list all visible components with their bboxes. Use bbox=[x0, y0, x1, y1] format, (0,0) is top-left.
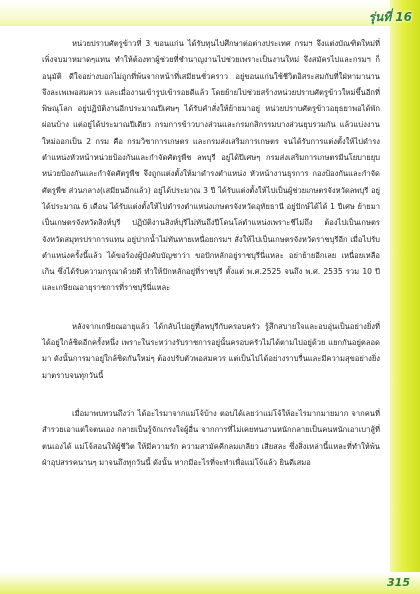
page-number: 315 bbox=[387, 576, 410, 589]
edition-label: รุ่นที่ 16 bbox=[368, 10, 412, 24]
document-body bbox=[42, 36, 380, 471]
top-decor-band bbox=[0, 0, 420, 26]
right-decor-band bbox=[390, 0, 420, 594]
paragraph-career: หน่วยปราบศัตรูข้าวที่ 3 ขอนแก่น ได้รับทุนไปศึกษาต่อต่างประเทศ กรมฯ จึงแต่งบัณฑิตใหม่ที่เพิ่งจบมาหมาดๆแทน ทำให้ต้องทาผู้ช่วยที่ชำนาญงานไปช่วยเพราะเป็นงานใหม่ จึงสมัครไปและกรมฯ ก็อนุมัติ ดีใจอย่างบอกไม่ถูกที่พ้นจากหน้าที่เสมียนชั่วคราว อยู่ขอนแก่นใช้ชีวิตอิสระสมกับที่ใฝ่หามานาน จึงละเพเพอสมควร และเมื่องานเข้ารูปเข้ารอยดีแล้ว โดยย้ายไปช่วยสร้างหน่วยปราบศัตรูข้าวใหม่ขึ้นอีกที่พิษณุโลก อยู่ปฏิบัติงานอีกประมาณปีเศษๆ ได้รับคำสั่งให้ย้ายมาอยู่ หน่วยปราบศัตรูข้าวอยุธยาพอได้พักผ่อนบ้าง แต่อยู่ได้ประมาณปีเดียว กรมการข้าวบางส่วนและกรมกสิกรรมบางส่วนยุบรวมกัน แล้วแบ่งงานใหม่ออกเป็น 2 กรม คือ กรมวิชาการเกษตร และกรมส่งเสริมการเกษตร จนได้รับการแต่งตั้งให้ไปดำรงตำแหน่งหัวหน้าหน่วยป้องกันและกำจัดศัตรูพืช ลพบุรี อยู่ได้ปีเศษๆ กรมส่งเสริมการเกษตรมีนโยบายยุบหน่วยป้องกันและกำจัดศัตรูพืช จึงถูกแต่งตั้งให้มาดำรงตำแหน่ง หัวหน้างานธุรการ กองป้องกันและกำจัดศัตรูพืช ส่วนกลาง(เสมียนอีกแล้ว) อยู่ได้ประมาณ 3 ปี ได้รับแต่งตั้งให้ไปเป็นผู้ช่วยเกษตรจังหวัดลพบุรี อยู่ได้ประมาณ 6 เดือน ได้รับแต่งตั้งให้ไปดำรงตำแหน่งเกษตรจังหวัดอุทัยธานี อยู่ปักษ์ได้ได้ 1 ปีเศษ ย้ายมาเป็นเกษตรจังหวัดสิงห์บุรี ปฏิบัติงานสิงห์บุรีไม่ทันถึงปีโดนโล่ตำแหน่งเพราะชีไม่ถึง ต้องไปเป็นเกษตรจังหวัดสมุทรปราการแทน อยู่ปากน้ำไม่ทันหายเหนื่อยกรมฯ สั่งให้ไปเป็นเกษตรจังหวัดราชบุรีอีก เมื่อไปรับตำแหน่งครั้งนี้แล้ว ได้ขอร้องผู้บังคับบัญชาว่า ขอปักหลักอยู่ราชบุรีนี่แหละ อย่าย้ายอีกเลย เหนื่อยเหลือเกิน ซึ่งได้รับความกรุณาด้วยดี ทำให้ปักหลักอยู่ที่ราชบุรี ตั้งแต่ พ.ศ.2525 จนถึง พ.ศ. 2535 รวม 10 ปี และเกษียณอายุราชการที่ราชบุรีนี่แหละ bbox=[42, 39, 380, 293]
paragraph-retirement: หลังจากเกษียณอายุแล้ว ได้กลับไปอยู่ที่ลพบุรีกับครอบครัว รู้สึกสบายใจและอบอุ่นเป็นอย่างยิ่งที่ได้อยู่ใกล้ชิดอีกครั้งหนึ่ง เพราะในระหว่างรับราชการอยู่นั้นครอบครัวไม่ได้ตามไปอยู่ด้วย แยกกันอยู่ตลอดมา ดังนั้นการมาอยู่ใกล้ชิดกันใหม่ๆ ต้องปรับตัวพอสมควร แต่เป็นไปได้อย่างราบรื่นและมีความสุขอย่างยิ่งมาตราบจนทุกวันนี้ bbox=[42, 321, 380, 380]
paragraph-gap bbox=[42, 384, 380, 406]
bottom-decor-band bbox=[0, 572, 420, 594]
paragraph-reflection: เมื่อมาพบทวนถึงว่า ได้อะไรมาจากแม่โจ้บ้าง ตอบได้เลยว่าแม่โจ้ให้อะไรมากมายมาก จากคนที่สำรวยเอาแต่ใจตนเอง กลายเป็นรู้จักเกรงใจผู้อื่น จากการที่ไม่เคยทนงานหนักกลายเป็นคนหนักเอาเบาสู้ที่ตนเองได้ แม่โจ้สอนให้ผู้ชีวิต ให้มีความรัก ความสามัคคีกลมเกลียว เสียสละ ซึ่งสิ่งเหล่านี้แหละที่ทำให้พ้นฝ่าอุปสรรคนานๆ มาจนถึงทุกวันนี้ ดังนั้น หากมีอะไรที่จะทำเพื่อแม่โจ้แล้ว ยินดีเสมอ bbox=[42, 408, 380, 467]
paragraph-gap bbox=[42, 297, 380, 319]
